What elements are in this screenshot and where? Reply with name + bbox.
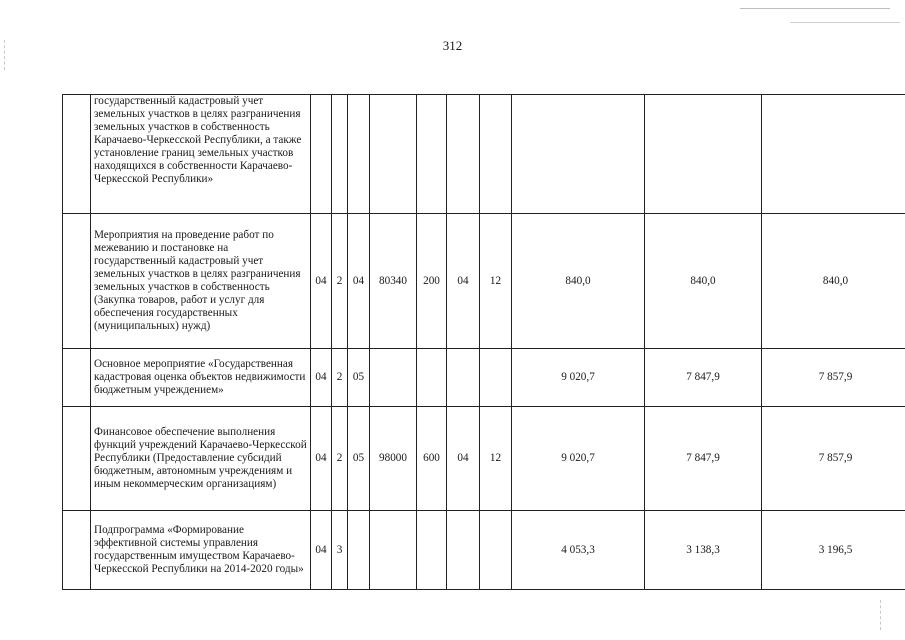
- table-cell-amount: 3 196,5: [762, 511, 905, 590]
- table-cell-code: 80340: [370, 214, 417, 349]
- table-cell-code: 05: [348, 349, 370, 407]
- table-cell-code: [311, 95, 332, 214]
- table-cell-code: [370, 95, 417, 214]
- table-cell-description: государственный кадастровый учет земельных участков в целях разграничения земельных участков в собственность Карачаево-Черкесской Республики, а также установление границ земельных участков находящихся в собственности Карачаево-Черкесской Республики»: [91, 95, 311, 214]
- table-cell-code: [348, 95, 370, 214]
- table-row: [63, 214, 905, 349]
- scan-artifact-mark: [880, 600, 882, 630]
- table-row: [63, 511, 905, 590]
- table-cell-code: [348, 511, 370, 590]
- table-cell-code: 05: [348, 407, 370, 511]
- table-cell-code: [332, 95, 348, 214]
- table-cell-code: 04: [447, 407, 480, 511]
- table-cell-description: Основное мероприятие «Государственная кадастровая оценка объектов недвижимости бюджетным учреждением»: [91, 349, 311, 407]
- table-cell-index: [63, 349, 91, 407]
- scan-artifact-line: [740, 8, 890, 9]
- table-row: [63, 407, 905, 511]
- table-cell-description: Подпрограмма «Формирование эффективной системы управления государственным имуществом Карачаево-Черкесской Республики на 2014-2020 годы»: [91, 511, 311, 590]
- table-cell-code: [417, 349, 447, 407]
- budget-table: [62, 94, 905, 590]
- table-cell-amount: 7 857,9: [762, 407, 905, 511]
- table-cell-code: [417, 511, 447, 590]
- table-row: [63, 349, 905, 407]
- table-cell-code: [417, 95, 447, 214]
- table-cell-code: [480, 95, 512, 214]
- table-cell-amount: [512, 95, 645, 214]
- table-cell-code: 2: [332, 407, 348, 511]
- table-cell-code: [447, 511, 480, 590]
- table-cell-code: 12: [480, 214, 512, 349]
- table-cell-code: 98000: [370, 407, 417, 511]
- table-cell-description: Финансовое обеспечение выполнения функций учреждений Карачаево-Черкесской Республики (Предоставление субсидий бюджетным, автономным учреждениям и иным некоммерческим организациям): [91, 407, 311, 511]
- table-cell-code: [370, 511, 417, 590]
- table-cell-code: 04: [311, 349, 332, 407]
- table-cell-code: [447, 349, 480, 407]
- table-cell-index: [63, 214, 91, 349]
- table-cell-code: 12: [480, 407, 512, 511]
- page-number: 312: [442, 38, 463, 53]
- table-cell-code: 3: [332, 511, 348, 590]
- table-cell-amount: 7 847,9: [645, 407, 762, 511]
- table-cell-amount: 7 857,9: [762, 349, 905, 407]
- table-cell-amount: 4 053,3: [512, 511, 645, 590]
- table-cell-code: 04: [311, 407, 332, 511]
- scan-artifact-line: [790, 22, 900, 23]
- table-cell-code: 2: [332, 214, 348, 349]
- table-cell-code: 04: [311, 214, 332, 349]
- table-cell-code: 2: [332, 349, 348, 407]
- table-cell-code: [480, 511, 512, 590]
- table-row: [63, 95, 905, 214]
- table-cell-amount: [762, 95, 905, 214]
- table-cell-amount: 7 847,9: [645, 349, 762, 407]
- table-cell-code: 200: [417, 214, 447, 349]
- table-cell-index: [63, 95, 91, 214]
- table-cell-description: Мероприятия на проведение работ по межеванию и постановке на государственный кадастровый учет земельных участков в целях разграничения земельных участков в собственность (Закупка товаров, работ и услуг для обеспечения государственных (муниципальных) нужд): [91, 214, 311, 349]
- table-cell-amount: [645, 95, 762, 214]
- table-cell-amount: 840,0: [512, 214, 645, 349]
- table-cell-amount: 3 138,3: [645, 511, 762, 590]
- table-cell-code: [370, 349, 417, 407]
- table-cell-code: [447, 95, 480, 214]
- table-cell-code: 04: [348, 214, 370, 349]
- table-cell-code: 04: [447, 214, 480, 349]
- table-cell-amount: 840,0: [762, 214, 905, 349]
- table-cell-code: 600: [417, 407, 447, 511]
- table-cell-index: [63, 407, 91, 511]
- table-cell-amount: 840,0: [645, 214, 762, 349]
- table-cell-code: [480, 349, 512, 407]
- table-cell-index: [63, 511, 91, 590]
- table-cell-code: 04: [311, 511, 332, 590]
- table-cell-amount: 9 020,7: [512, 349, 645, 407]
- table-cell-amount: 9 020,7: [512, 407, 645, 511]
